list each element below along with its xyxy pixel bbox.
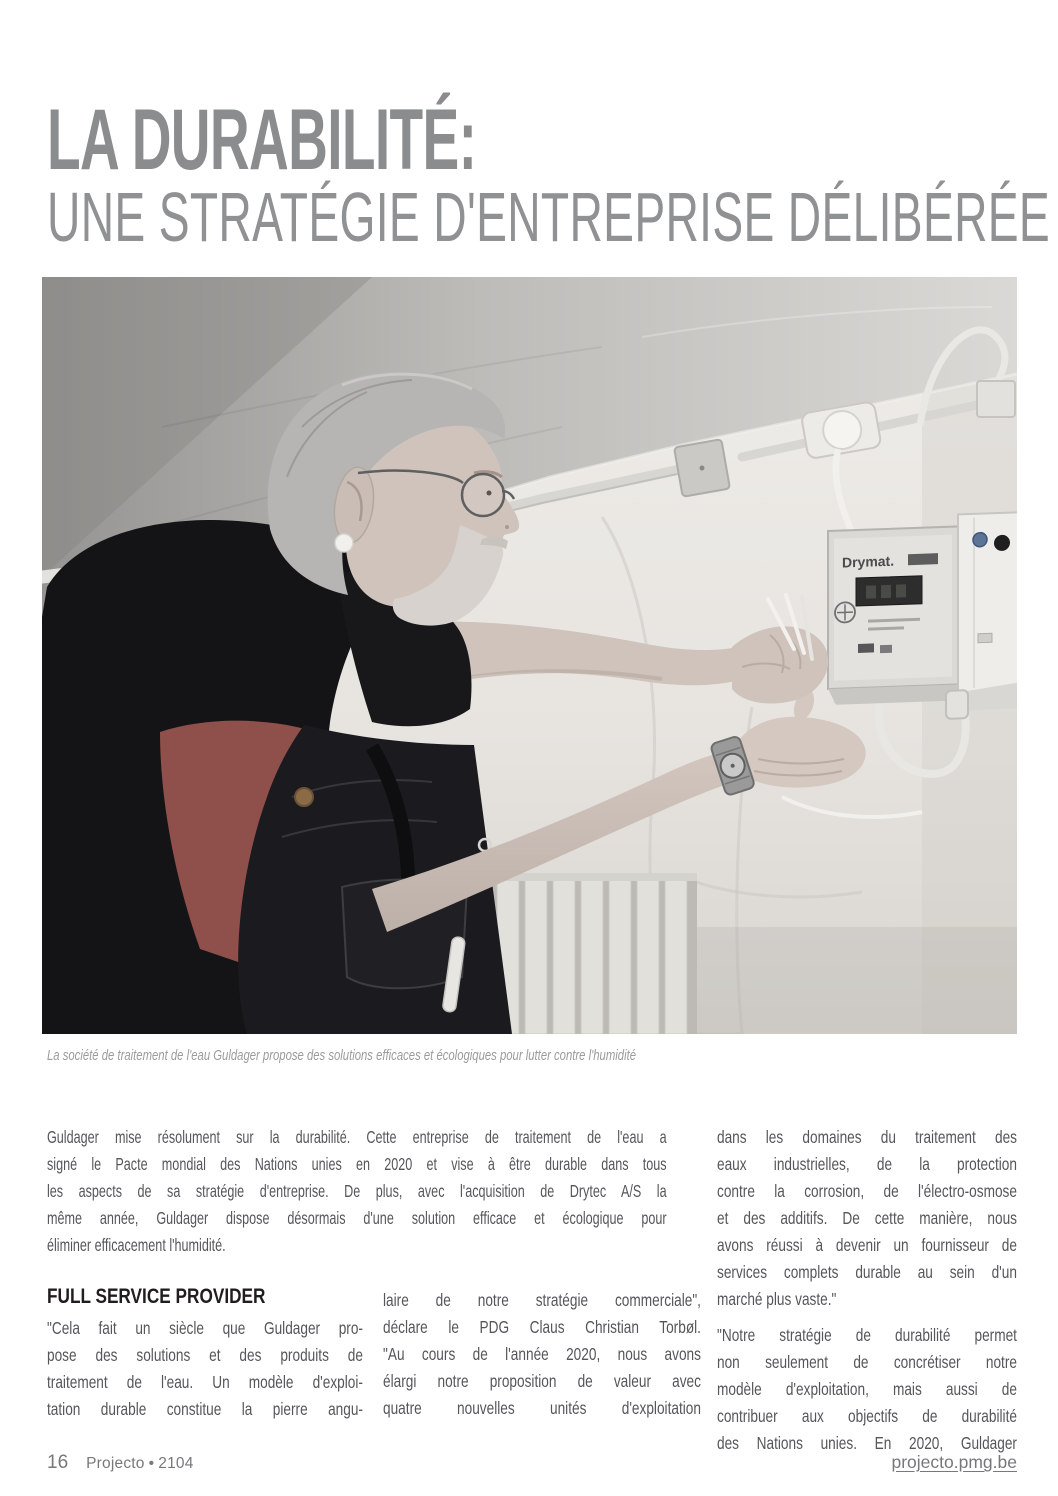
body-line: élargi notre proposition de valeur avec [383, 1371, 701, 1391]
website-link[interactable]: projecto.pmg.be [891, 1452, 1017, 1472]
magazine-issue-label [86, 1455, 193, 1473]
masthead [47, 92, 1058, 256]
intro-line: les aspects de sa stratégie d'entreprise. De plus, avec l'acquisition de Drytec A/S la [47, 1181, 667, 1201]
body-line: quatre nouvelles unités d'exploitation [383, 1398, 701, 1418]
device-blue-indicator [973, 532, 987, 546]
column-3-paragraph-2 [717, 1322, 1017, 1457]
junction-box [674, 439, 730, 497]
body-line: laire de notre stratégie commerciale", [383, 1290, 701, 1310]
body-line: contribuer aux objectifs de durabilité [717, 1406, 1017, 1426]
body-line: "Au cours de l'année 2020, nous avons [383, 1344, 701, 1364]
column-1 [47, 1285, 363, 1423]
device-brand-label: Drymat. [842, 552, 895, 571]
body-line: tation durable constitue la pierre angu- [47, 1399, 363, 1419]
page-subtitle: UNE STRATÉGIE D'ENTREPRISE DÉLIBÉRÉE [47, 178, 1051, 256]
intro-line: éliminer efficacement l'humidité. [47, 1235, 226, 1255]
body-line: et des additifs. De cette manière, nous [717, 1208, 1017, 1228]
photo-caption: La société de traitement de l'eau Guldager propose des solutions efficaces et écologiques pour lutter contre l'humidité [47, 1048, 637, 1064]
intro-paragraph [47, 1124, 667, 1259]
column-2 [383, 1285, 701, 1423]
article-photo [42, 277, 1017, 1034]
intro-line: même année, Guldager dispose désormais d'une solution efficace et écologique pour [47, 1208, 667, 1228]
left-text-block [47, 1124, 701, 1457]
section-heading: FULL SERVICE PROVIDER [47, 1285, 266, 1308]
body-line: eaux industrielles, de la protection [717, 1154, 1017, 1174]
ear-plug [335, 534, 353, 552]
intro-line: Guldager mise résolument sur la durabilité. Cette entreprise de traitement de l'eau a [47, 1127, 667, 1147]
column-1-text [47, 1315, 363, 1423]
magazine-name: Projecto [86, 1455, 145, 1472]
radiator [492, 873, 697, 1034]
page-number: 16 [47, 1452, 69, 1473]
body-line: traitement de l'eau. Un modèle d'exploi- [47, 1372, 363, 1392]
article-body [47, 1124, 1017, 1457]
body-line: services complets durable au sein d'un [717, 1262, 1017, 1282]
body-line: non seulement de concrétiser notre [717, 1352, 1017, 1372]
body-line: dans les domaines du traitement des [717, 1127, 1017, 1147]
body-line: contre la corrosion, de l'électro-osmose [717, 1181, 1017, 1201]
intro-line: signé le Pacte mondial des Nations unies en 2020 et vise à être durable dans tous [47, 1154, 667, 1174]
photo-illustration [42, 277, 1017, 1034]
body-line: "Cela fait un siècle que Guldager pro- [47, 1318, 363, 1338]
separator-dot: • [148, 1455, 155, 1472]
column-3 [717, 1124, 1017, 1457]
body-line: modèle d'exploitation, mais aussi de [717, 1379, 1017, 1399]
body-line: déclare le PDG Claus Christian Torbøl. [383, 1317, 701, 1337]
issue-number: 2104 [158, 1455, 194, 1472]
page-title: LA DURABILITÉ: [47, 92, 477, 188]
overalls-button [295, 788, 313, 806]
cable-connector [946, 690, 968, 719]
body-line: pose des solutions et des produits de [47, 1345, 363, 1365]
column-3-paragraph-1 [717, 1124, 1017, 1313]
body-line: avons réussi à devenir un fournisseur de [717, 1235, 1017, 1255]
nostril [505, 525, 509, 529]
body-line: des Nations unies. En 2020, Guldager [717, 1433, 1017, 1453]
body-line: "Notre stratégie de durabilité permet [717, 1325, 1017, 1345]
body-line: marché plus vaste." [717, 1289, 837, 1309]
eye [487, 491, 492, 496]
page-footer [47, 1452, 1017, 1474]
